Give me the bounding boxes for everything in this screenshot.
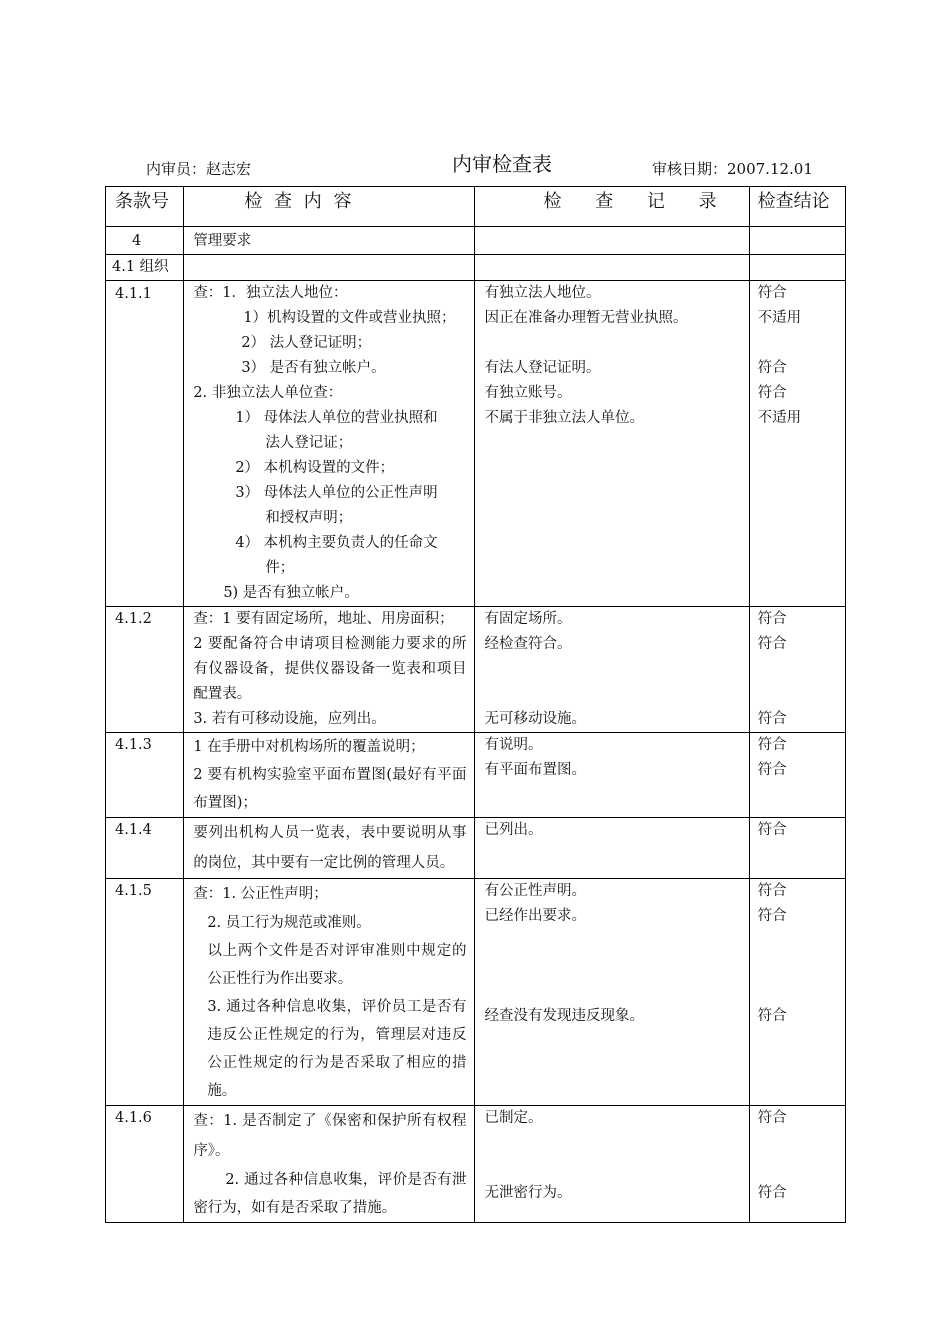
- clause-number: 4.1.5: [106, 879, 184, 1106]
- section-content: 管理要求: [184, 227, 475, 255]
- record-line: [484, 954, 748, 979]
- content-line: 查：1. 公正性声明；: [193, 886, 328, 902]
- auditor-label: 内审员：赵志宏: [146, 160, 252, 178]
- record-line: 无泄密行为。: [484, 1185, 572, 1201]
- content-line: 法人登记证；: [265, 435, 353, 451]
- content-line: 2. 非独立法人单位查：: [193, 385, 343, 401]
- result-line: 符合: [757, 762, 787, 778]
- content-line: 2） 法人登记证明；: [241, 335, 372, 351]
- content-line: 查：1. 是否制定了《保密和保护所有权程序》。: [193, 1113, 467, 1159]
- check-content: [184, 879, 475, 1106]
- record-line: [484, 929, 748, 954]
- check-content: [184, 733, 475, 818]
- section-row: [106, 255, 846, 281]
- content-line: 查：1．独立法人地位：: [193, 285, 348, 301]
- section-row: [106, 227, 846, 255]
- check-record: [475, 607, 749, 733]
- result-line: 不适用: [757, 310, 802, 326]
- result-line: 不适用: [757, 410, 802, 426]
- content-line: 2 要有机构实验室平面布置图(最好有平面布置图)；: [193, 767, 467, 811]
- record-line: 经检查符合。: [484, 636, 572, 652]
- result-line: 符合: [757, 636, 787, 652]
- result-line: 符合: [757, 385, 787, 401]
- check-result: [749, 281, 845, 607]
- result-line: [758, 1131, 845, 1156]
- result-line: 符合: [757, 360, 787, 376]
- result-line: [758, 1156, 845, 1181]
- result-line: 符合: [757, 1185, 787, 1201]
- result-line: [758, 331, 845, 356]
- check-content: [184, 281, 475, 607]
- result-line: 符合: [757, 883, 787, 899]
- result-line: [758, 954, 845, 979]
- check-result: [749, 818, 845, 879]
- clause-number: 4.1.2: [106, 607, 184, 733]
- result-line: 符合: [757, 611, 787, 627]
- check-record: [475, 818, 749, 879]
- result-line: [758, 929, 845, 954]
- record-line: 有说明。: [484, 737, 543, 753]
- record-line: 有法人登记证明。: [484, 360, 601, 376]
- record-line: [484, 1156, 748, 1181]
- result-line: 符合: [757, 711, 787, 727]
- content-line: 3. 若有可移动设施，应列出。: [193, 711, 386, 727]
- result-line: [758, 979, 845, 1004]
- content-line: 2 要配备符合申请项目检测能力要求的所有仪器设备，提供仪器设备一览表和项目配置表。: [193, 636, 467, 702]
- table-row: [106, 879, 846, 1106]
- record-line: [484, 682, 748, 707]
- check-result: [749, 733, 845, 818]
- result-line: 符合: [757, 822, 787, 838]
- content-line: 2. 员工行为规范或准则。: [207, 915, 371, 931]
- record-line: 已列出。: [484, 822, 543, 838]
- record-line: 不属于非独立法人单位。: [484, 410, 644, 426]
- result-line: 符合: [757, 737, 787, 753]
- result-line: [758, 657, 845, 682]
- result-line: 符合: [757, 1110, 787, 1126]
- check-content: [184, 818, 475, 879]
- column-header-content: 检 查 内 容: [184, 187, 475, 227]
- content-line: 以上两个文件是否对评审准则中规定的公正性行为作出要求。: [207, 943, 467, 987]
- check-record: [475, 879, 749, 1106]
- content-line: 2. 通过各种信息收集，评价是否有泄密行为，如有是否采取了措施。: [193, 1172, 467, 1216]
- check-content: [184, 607, 475, 733]
- table-row: [106, 1106, 846, 1223]
- clause-number: 4.1.6: [106, 1106, 184, 1223]
- table-header-row: [106, 187, 846, 227]
- check-result: [749, 607, 845, 733]
- check-record: [475, 733, 749, 818]
- record-line: 有独立账号。: [484, 385, 572, 401]
- table-row: [106, 818, 846, 879]
- check-record: [475, 281, 749, 607]
- record-line: [484, 331, 748, 356]
- check-result: [749, 879, 845, 1106]
- table-row: [106, 281, 846, 607]
- table-row: [106, 607, 846, 733]
- content-line: 1）机构设置的文件或营业执照；: [243, 310, 456, 326]
- column-header-clause: 条款号: [106, 187, 184, 227]
- content-line: 5) 是否有独立帐户。: [223, 585, 359, 601]
- column-header-result: 检查结论: [749, 187, 845, 227]
- table-row: [106, 733, 846, 818]
- page-title: 内审检查表: [452, 152, 552, 176]
- record-line: [484, 979, 748, 1004]
- result-line: 符合: [757, 1008, 787, 1024]
- record-line: 有公正性声明。: [484, 883, 586, 899]
- content-line: 要列出机构人员一览表，表中要说明从事的岗位，其中要有一定比例的管理人员。: [193, 825, 467, 871]
- clause-number: 4.1.1: [106, 281, 184, 607]
- content-line: 和授权声明；: [265, 510, 353, 526]
- record-line: [484, 1131, 748, 1156]
- clause-number: 4.1.3: [106, 733, 184, 818]
- result-line: [758, 682, 845, 707]
- record-line: 已制定。: [484, 1110, 543, 1126]
- record-line: 有平面布置图。: [484, 762, 586, 778]
- column-header-record: 检 查 记 录: [475, 187, 749, 227]
- check-record: [475, 1106, 749, 1223]
- content-line: 查：1 要有固定场所，地址、用房面积；: [193, 611, 454, 627]
- check-content: [184, 1106, 475, 1223]
- record-line: 经查没有发现违反现象。: [484, 1008, 644, 1024]
- result-line: 符合: [757, 285, 787, 301]
- result-line: 符合: [757, 908, 787, 924]
- content-line: 4） 本机构主要负责人的任命文: [235, 535, 438, 551]
- section-title: 4.1 组织: [106, 255, 184, 281]
- content-line: 2） 本机构设置的文件；: [235, 460, 395, 476]
- clause-number: 4.1.4: [106, 818, 184, 879]
- record-line: 无可移动设施。: [484, 711, 586, 727]
- record-line: 有独立法人地位。: [484, 285, 601, 301]
- record-line: 有固定场所。: [484, 611, 572, 627]
- audit-checklist-table: [105, 186, 846, 1223]
- content-line: 件；: [265, 560, 295, 576]
- clause-number: 4: [106, 227, 184, 255]
- audit-date: 审核日期：2007.12.01: [652, 160, 813, 178]
- record-line: 已经作出要求。: [484, 908, 586, 924]
- content-line: 3） 母体法人单位的公正性声明: [235, 485, 438, 501]
- check-result: [749, 1106, 845, 1223]
- record-line: [484, 657, 748, 682]
- content-line: 1 在手册中对机构场所的覆盖说明；: [193, 739, 425, 755]
- content-line: 3） 是否有独立帐户。: [241, 360, 386, 376]
- record-line: 因正在准备办理暂无营业执照。: [484, 310, 688, 326]
- content-line: 1） 母体法人单位的营业执照和: [235, 410, 438, 426]
- content-line: 3. 通过各种信息收集，评价员工是否有违反公正性规定的行为，管理层对违反公正性规定的行为是否采取了相应的措施。: [207, 999, 467, 1099]
